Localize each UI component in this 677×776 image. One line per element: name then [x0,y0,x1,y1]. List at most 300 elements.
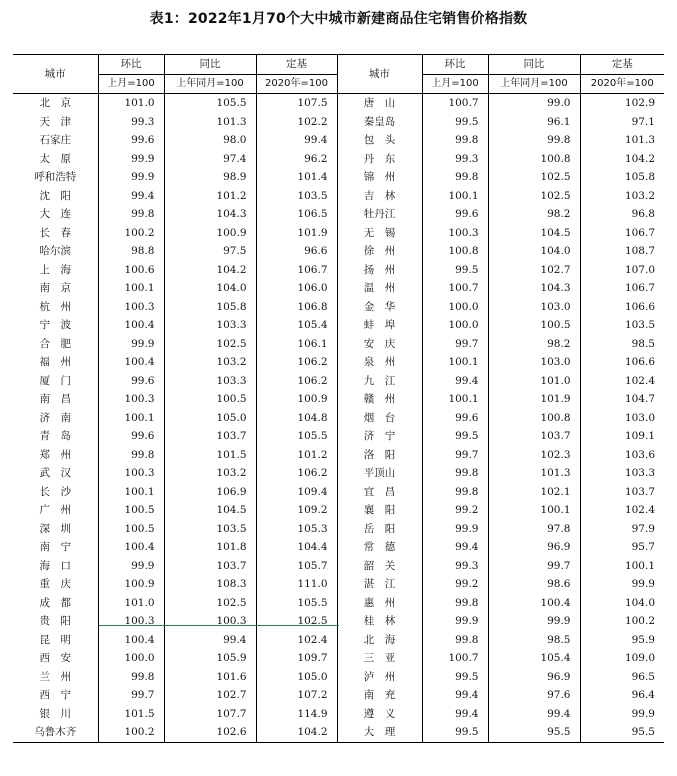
left-yoy-value-cell: 105.5 [164,94,256,113]
right-yoy-value-cell: 103.0 [488,298,580,317]
left-city-name-cell: 呼和浩特 [34,171,77,184]
left-fixed-value-cell: 107.2 [256,686,337,705]
left-mom-value-cell: 100.4 [98,353,164,372]
left-yoy-value-cell: 108.3 [164,575,256,594]
left-fixed-value-cell: 101.2 [256,446,337,465]
left-fixed-value-cell: 106.7 [256,261,337,280]
table-row [13,575,664,594]
right-city-name-cell: 济 宁 [337,427,422,446]
right-city-name-cell: 桂 林 [337,612,422,631]
table-row [13,150,664,169]
right-city-name-cell: 金 华 [337,298,422,317]
table-row [13,409,664,428]
left-fixed-value-cell: 96.6 [256,242,337,261]
right-fixed-value-cell: 109.1 [580,427,664,446]
right-yoy-value-cell: 100.8 [488,150,580,169]
right-yoy-value-cell: 101.3 [488,464,580,483]
right-yoy-value-cell: 97.8 [488,520,580,539]
left-city-name-cell: 上 海 [39,263,71,276]
table-row [13,612,664,631]
right-fixed-value-cell: 103.3 [580,464,664,483]
left-yoy-value-cell: 106.9 [164,483,256,502]
left-fixed-value-cell: 107.5 [256,94,337,113]
table-row [13,390,664,409]
right-yoy-value-cell: 96.9 [488,538,580,557]
left-yoy-value-cell: 104.5 [164,501,256,520]
right-city-name-cell: 遵 义 [337,705,422,724]
left-yoy-value-cell: 105.9 [164,649,256,668]
left-city-name-cell: 乌鲁木齐 [13,723,98,742]
right-city-name-cell: 南 充 [337,686,422,705]
left-yoy-value-cell: 104.2 [164,261,256,280]
left-yoy-value-cell: 103.3 [164,316,256,335]
table-row [13,242,664,261]
right-yoy-value-cell: 99.0 [488,94,580,113]
right-yoy-value-cell: 99.4 [488,705,580,724]
left-fixed-value-cell: 105.5 [256,594,337,613]
right-mom-value-cell: 99.5 [422,113,488,132]
left-mom-value-cell: 100.2 [98,723,164,742]
left-yoy-value-cell: 102.6 [164,723,256,742]
left-city-name-cell: 南 宁 [39,541,71,554]
right-city-name-cell: 洛 阳 [337,446,422,465]
right-city-name-cell: 温 州 [337,279,422,298]
left-fixed-value-cell: 105.5 [256,427,337,446]
right-yoy-value-cell: 99.8 [488,131,580,150]
left-yoy-value-cell: 104.3 [164,205,256,224]
left-yoy-value-cell: 101.5 [164,446,256,465]
left-mom-value-cell: 99.6 [98,372,164,391]
right-mom-value-cell: 99.3 [422,557,488,576]
left-mom-value-cell: 101.0 [98,94,164,113]
right-city-name-cell: 蚌 埠 [337,316,422,335]
right-city-name-cell: 大 理 [337,723,422,742]
table-row [13,168,664,187]
right-mom-value-cell: 99.5 [422,668,488,687]
left-fixed-value-cell: 106.2 [256,353,337,372]
left-city-name-cell: 武 汉 [39,467,71,480]
left-mom-value-cell: 101.0 [98,594,164,613]
left-mom-value-cell: 100.1 [98,409,164,428]
left-fixed-value-cell: 101.4 [256,168,337,187]
right-mom-value-cell: 99.8 [422,631,488,650]
right-fixed-value-cell: 100.2 [580,612,664,631]
left-mom-value-cell: 99.9 [98,150,164,169]
left-city-name-cell: 大 连 [39,208,71,221]
fixed-subheader-right: 2020年=100 [580,74,664,94]
left-yoy-value-cell: 103.2 [164,353,256,372]
left-fixed-value-cell: 99.4 [256,131,337,150]
left-mom-value-cell: 99.9 [98,335,164,354]
right-mom-value-cell: 99.5 [422,261,488,280]
right-fixed-value-cell: 97.9 [580,520,664,539]
right-fixed-value-cell: 98.5 [580,335,664,354]
right-yoy-value-cell: 102.7 [488,261,580,280]
right-city-name-cell: 包 头 [337,131,422,150]
table-row [13,187,664,206]
left-fixed-value-cell: 103.5 [256,187,337,206]
table-row [13,464,664,483]
left-yoy-value-cell: 101.8 [164,538,256,557]
right-mom-value-cell: 99.8 [422,131,488,150]
left-yoy-value-cell: 100.3 [164,612,256,631]
left-city-name-cell: 天 津 [39,115,71,128]
right-yoy-value-cell: 95.5 [488,723,580,742]
right-fixed-value-cell: 106.6 [580,353,664,372]
left-fixed-value-cell: 109.4 [256,483,337,502]
right-fixed-value-cell: 109.0 [580,649,664,668]
right-fixed-value-cell: 102.4 [580,501,664,520]
left-fixed-value-cell: 109.2 [256,501,337,520]
left-fixed-value-cell: 105.4 [256,316,337,335]
left-mom-value-cell: 99.8 [98,205,164,224]
left-fixed-value-cell: 111.0 [256,575,337,594]
left-mom-value-cell: 100.1 [98,483,164,502]
right-yoy-value-cell: 102.3 [488,446,580,465]
right-fixed-value-cell: 104.0 [580,594,664,613]
right-mom-value-cell: 100.7 [422,279,488,298]
left-fixed-value-cell: 106.2 [256,372,337,391]
right-yoy-value-cell: 98.5 [488,631,580,650]
table-row [13,427,664,446]
right-city-name-cell: 徐 州 [337,242,422,261]
left-mom-value-cell: 100.2 [98,224,164,243]
right-city-name-cell: 锦 州 [337,168,422,187]
right-city-name-cell: 韶 关 [337,557,422,576]
right-yoy-value-cell: 100.8 [488,409,580,428]
left-yoy-value-cell: 100.5 [164,390,256,409]
right-yoy-value-cell: 99.7 [488,557,580,576]
right-yoy-value-cell: 100.1 [488,501,580,520]
right-mom-value-cell: 100.0 [422,298,488,317]
left-city-name-cell: 成 都 [39,596,71,609]
right-mom-value-cell: 99.3 [422,150,488,169]
left-mom-value-cell: 101.5 [98,705,164,724]
right-fixed-value-cell: 99.9 [580,705,664,724]
table-row [13,501,664,520]
right-fixed-value-cell: 104.2 [580,150,664,169]
left-yoy-value-cell: 102.5 [164,335,256,354]
left-fixed-value-cell: 105.3 [256,520,337,539]
left-yoy-value-cell: 101.2 [164,187,256,206]
right-fixed-value-cell: 95.9 [580,631,664,650]
right-yoy-value-cell: 104.3 [488,279,580,298]
left-city-name-cell: 杭 州 [39,300,71,313]
table-row [13,649,664,668]
right-fixed-value-cell: 105.8 [580,168,664,187]
right-yoy-value-cell: 104.0 [488,242,580,261]
left-mom-value-cell: 100.4 [98,631,164,650]
table-row [13,298,664,317]
left-mom-value-cell: 100.4 [98,538,164,557]
right-fixed-value-cell: 101.3 [580,131,664,150]
right-fixed-value-cell: 106.7 [580,224,664,243]
right-city-name-cell: 唐 山 [337,94,422,113]
left-yoy-value-cell: 107.7 [164,705,256,724]
right-fixed-value-cell: 103.2 [580,187,664,206]
table-row [13,594,664,613]
right-yoy-value-cell: 104.5 [488,224,580,243]
left-mom-value-cell: 100.4 [98,316,164,335]
right-mom-value-cell: 99.4 [422,705,488,724]
right-mom-value-cell: 99.2 [422,575,488,594]
left-yoy-value-cell: 105.8 [164,298,256,317]
left-yoy-value-cell: 98.0 [164,131,256,150]
left-city-name-cell: 济 南 [39,411,71,424]
fixed-header-right: 定基 [580,55,664,75]
right-yoy-value-cell: 102.5 [488,168,580,187]
right-fixed-value-cell: 103.6 [580,446,664,465]
city-header-left: 城市 [13,55,98,94]
right-yoy-value-cell: 98.2 [488,335,580,354]
left-mom-value-cell: 99.9 [98,557,164,576]
right-mom-value-cell: 99.8 [422,464,488,483]
right-city-name-cell: 三 亚 [337,649,422,668]
left-yoy-value-cell: 99.4 [164,631,256,650]
right-fixed-value-cell: 102.9 [580,94,664,113]
right-city-name-cell: 北 海 [337,631,422,650]
left-city-name-cell: 南 昌 [39,393,71,406]
yoy-subheader-left: 上年同月=100 [164,74,256,94]
left-yoy-value-cell: 101.6 [164,668,256,687]
left-mom-value-cell: 100.0 [98,649,164,668]
left-city-name-cell: 福 州 [39,356,71,369]
left-fixed-value-cell: 106.2 [256,464,337,483]
left-yoy-value-cell: 104.0 [164,279,256,298]
left-yoy-value-cell: 102.5 [164,594,256,613]
left-city-name-cell: 西 宁 [39,689,71,702]
price-index-table [13,54,664,743]
right-mom-value-cell: 99.9 [422,520,488,539]
table-body [13,94,664,743]
left-city-name-cell: 重 庆 [39,578,71,591]
right-city-name-cell: 襄 阳 [337,501,422,520]
right-fixed-value-cell: 96.4 [580,686,664,705]
table-row [13,723,664,742]
mom-subheader-left: 上月=100 [98,74,164,94]
left-fixed-value-cell: 106.0 [256,279,337,298]
left-city-name-cell: 长 春 [39,226,71,239]
table-row [13,483,664,502]
left-mom-value-cell: 100.3 [98,464,164,483]
right-city-name-cell: 丹 东 [337,150,422,169]
right-fixed-value-cell: 103.0 [580,409,664,428]
table-row [13,372,664,391]
left-mom-value-cell: 99.4 [98,187,164,206]
left-city-name-cell: 宁 波 [39,319,71,332]
table-row [13,705,664,724]
right-mom-value-cell: 100.3 [422,224,488,243]
fixed-subheader-left: 2020年=100 [256,74,337,94]
right-city-name-cell: 常 德 [337,538,422,557]
left-city-name-cell: 厦 门 [39,374,71,387]
right-city-name-cell: 牡丹江 [337,205,422,224]
right-fixed-value-cell: 104.7 [580,390,664,409]
table-row [13,131,664,150]
right-city-name-cell: 赣 州 [337,390,422,409]
right-fixed-value-cell: 107.0 [580,261,664,280]
left-mom-value-cell: 99.9 [98,168,164,187]
left-fixed-value-cell: 105.0 [256,668,337,687]
left-yoy-value-cell: 103.7 [164,557,256,576]
right-mom-value-cell: 99.7 [422,446,488,465]
right-mom-value-cell: 99.9 [422,612,488,631]
right-yoy-value-cell: 103.7 [488,427,580,446]
right-mom-value-cell: 100.0 [422,316,488,335]
left-fixed-value-cell: 102.2 [256,113,337,132]
left-mom-value-cell: 99.3 [98,113,164,132]
left-city-name-cell: 南 京 [39,282,71,295]
right-fixed-value-cell: 97.1 [580,113,664,132]
table-title: 表1：2022年1月70个大中城市新建商品住宅销售价格指数 [149,11,528,27]
right-city-name-cell: 吉 林 [337,187,422,206]
left-city-name-cell: 石家庄 [39,134,71,147]
right-yoy-value-cell: 100.5 [488,316,580,335]
left-yoy-value-cell: 102.7 [164,686,256,705]
left-fixed-value-cell: 100.9 [256,390,337,409]
left-mom-value-cell: 100.6 [98,261,164,280]
right-yoy-value-cell: 102.1 [488,483,580,502]
table-row [13,631,664,650]
left-mom-value-cell: 99.8 [98,446,164,465]
left-mom-value-cell: 100.3 [98,298,164,317]
left-fixed-value-cell: 114.9 [256,705,337,724]
table-row [13,686,664,705]
left-fixed-value-cell: 104.4 [256,538,337,557]
left-mom-value-cell: 100.3 [98,390,164,409]
right-city-name-cell: 安 庆 [337,335,422,354]
left-mom-value-cell: 100.9 [98,575,164,594]
left-mom-value-cell: 99.7 [98,686,164,705]
right-fixed-value-cell: 106.6 [580,298,664,317]
table-row [13,205,664,224]
left-mom-value-cell: 100.5 [98,520,164,539]
right-mom-value-cell: 99.6 [422,205,488,224]
left-yoy-value-cell: 103.7 [164,427,256,446]
right-city-name-cell: 泸 州 [337,668,422,687]
left-city-name-cell: 合 肥 [39,337,71,350]
left-yoy-value-cell: 101.3 [164,113,256,132]
left-yoy-value-cell: 97.5 [164,242,256,261]
right-mom-value-cell: 99.4 [422,372,488,391]
left-city-name-cell: 昆 明 [39,633,71,646]
right-city-name-cell: 平顶山 [337,464,422,483]
left-fixed-value-cell: 102.5 [256,612,337,631]
left-yoy-value-cell: 98.9 [164,168,256,187]
right-mom-value-cell: 100.1 [422,187,488,206]
right-city-name-cell: 岳 阳 [337,520,422,539]
right-fixed-value-cell: 95.7 [580,538,664,557]
left-city-name-cell: 西 安 [39,652,71,665]
table-row [13,316,664,335]
right-fixed-value-cell: 103.7 [580,483,664,502]
left-city-name-cell: 兰 州 [39,670,71,683]
table-row [13,335,664,354]
right-yoy-value-cell: 99.9 [488,612,580,631]
left-mom-value-cell: 98.8 [98,242,164,261]
right-mom-value-cell: 99.5 [422,723,488,742]
left-city-name-cell: 沈 阳 [39,189,71,202]
yoy-header-right: 同比 [488,55,580,75]
right-mom-value-cell: 99.5 [422,427,488,446]
mom-subheader-right: 上月=100 [422,74,488,94]
separator-line [99,625,339,626]
table-row [13,668,664,687]
left-yoy-value-cell: 103.5 [164,520,256,539]
left-city-name-cell: 哈尔滨 [39,245,71,258]
right-fixed-value-cell: 108.7 [580,242,664,261]
left-yoy-value-cell: 97.4 [164,150,256,169]
left-city-name-cell: 北 京 [39,97,71,110]
left-city-name-cell: 银 川 [39,707,71,720]
table-row [13,279,664,298]
left-fixed-value-cell: 102.4 [256,631,337,650]
fixed-header-left: 定基 [256,55,337,75]
left-city-name-cell: 郑 州 [39,448,71,461]
right-fixed-value-cell: 96.8 [580,205,664,224]
right-yoy-value-cell: 102.5 [488,187,580,206]
left-fixed-value-cell: 106.1 [256,335,337,354]
right-yoy-value-cell: 101.0 [488,372,580,391]
header-row-primary [13,55,664,75]
right-city-name-cell: 泉 州 [337,353,422,372]
right-city-name-cell: 秦皇岛 [337,113,422,132]
city-header-right: 城市 [337,55,422,94]
right-city-name-cell: 宜 昌 [337,483,422,502]
left-city-name-cell: 海 口 [39,559,71,572]
left-yoy-value-cell: 100.9 [164,224,256,243]
left-mom-value-cell: 100.3 [98,612,164,631]
left-fixed-value-cell: 105.7 [256,557,337,576]
right-fixed-value-cell: 96.5 [580,668,664,687]
right-fixed-value-cell: 103.5 [580,316,664,335]
left-fixed-value-cell: 96.2 [256,150,337,169]
left-city-name-cell: 贵 阳 [39,615,71,628]
right-mom-value-cell: 100.1 [422,353,488,372]
right-yoy-value-cell: 98.6 [488,575,580,594]
right-mom-value-cell: 100.7 [422,649,488,668]
left-fixed-value-cell: 106.8 [256,298,337,317]
table-row [13,113,664,132]
left-city-name-cell: 太 原 [39,152,71,165]
table-row [13,224,664,243]
left-fixed-value-cell: 104.8 [256,409,337,428]
right-fixed-value-cell: 99.9 [580,575,664,594]
right-fixed-value-cell: 95.5 [580,723,664,742]
left-yoy-value-cell: 105.0 [164,409,256,428]
right-yoy-value-cell: 96.9 [488,668,580,687]
right-mom-value-cell: 99.8 [422,594,488,613]
right-mom-value-cell: 99.4 [422,538,488,557]
left-yoy-value-cell: 103.2 [164,464,256,483]
right-city-name-cell: 烟 台 [337,409,422,428]
right-city-name-cell: 无 锡 [337,224,422,243]
left-mom-value-cell: 100.1 [98,279,164,298]
table-row [13,557,664,576]
right-city-name-cell: 扬 州 [337,261,422,280]
mom-header-left: 环比 [98,55,164,75]
right-fixed-value-cell: 102.4 [580,372,664,391]
yoy-subheader-right: 上年同月=100 [488,74,580,94]
right-city-name-cell: 九 江 [337,372,422,391]
left-city-name-cell: 青 岛 [39,430,71,443]
right-fixed-value-cell: 106.7 [580,279,664,298]
right-yoy-value-cell: 96.1 [488,113,580,132]
left-fixed-value-cell: 101.9 [256,224,337,243]
left-mom-value-cell: 100.5 [98,501,164,520]
left-yoy-value-cell: 103.3 [164,372,256,391]
right-fixed-value-cell: 100.1 [580,557,664,576]
